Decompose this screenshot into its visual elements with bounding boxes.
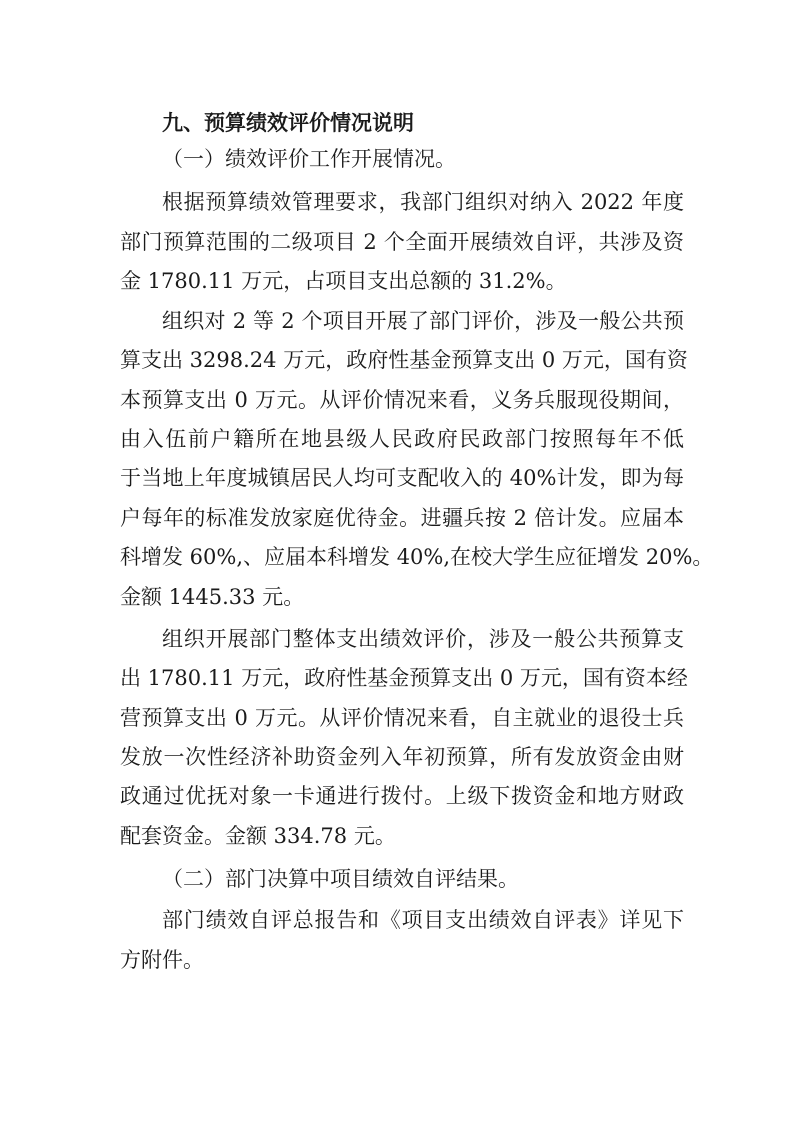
para1-line-1: 根据预算绩效管理要求，我部门组织对纳入 2022 年度 <box>162 190 684 214</box>
para2-line-6: 户每年的标准发放家庭优待金。进疆兵按 2 倍计发。应届本 <box>120 506 684 530</box>
para3-line-2: 出 1780.11 万元，政府性基金预算支出 0 万元，国有资本经 <box>120 666 688 690</box>
subsection-heading-1: （一）绩效评价工作开展情况。 <box>162 147 456 171</box>
para3-line-4: 发放一次性经济补助资金列入年初预算，所有发放资金由财 <box>120 745 684 769</box>
para2-line-5: 于当地上年度城镇居民人均可支配收入的 40%计发，即为每 <box>120 466 684 490</box>
para3-line-1: 组织开展部门整体支出绩效评价，涉及一般公共预算支 <box>162 627 684 651</box>
subsection-heading-2: （二）部门决算中项目绩效自评结果。 <box>162 867 519 891</box>
para2-line-3: 本预算支出 0 万元。从评价情况来看，义务兵服现役期间， <box>120 388 684 412</box>
para3-line-3: 营预算支出 0 万元。从评价情况来看，自主就业的退役士兵 <box>120 706 684 730</box>
para3-line-5: 政通过优抚对象一卡通进行拨付。上级下拨资金和地方财政 <box>120 784 684 808</box>
para2-line-4: 由入伍前户籍所在地县级人民政府民政部门按照每年不低 <box>120 427 684 451</box>
para1-line-2: 部门预算范围的二级项目 2 个全面开展绩效自评，共涉及资 <box>120 230 684 254</box>
para2-line-7: 科增发 60%,、应届本科增发 40%,在校大学生应征增发 20%。 <box>120 545 714 569</box>
para4-line-2: 方附件。 <box>120 948 204 972</box>
section-title: 九、预算绩效评价情况说明 <box>162 111 414 135</box>
para1-line-3: 金 1780.11 万元，占项目支出总额的 31.2%。 <box>120 269 567 293</box>
para4-line-1: 部门绩效自评总报告和《项目支出绩效自评表》详见下 <box>162 908 684 932</box>
para2-line-2: 算支出 3298.24 万元，政府性基金预算支出 0 万元，国有资 <box>120 348 688 372</box>
para2-line-1: 组织对 2 等 2 个项目开展了部门评价，涉及一般公共预 <box>162 309 684 333</box>
para3-line-6: 配套资金。金额 334.78 元。 <box>120 824 396 848</box>
para2-line-8: 金额 1445.33 元。 <box>120 585 305 609</box>
